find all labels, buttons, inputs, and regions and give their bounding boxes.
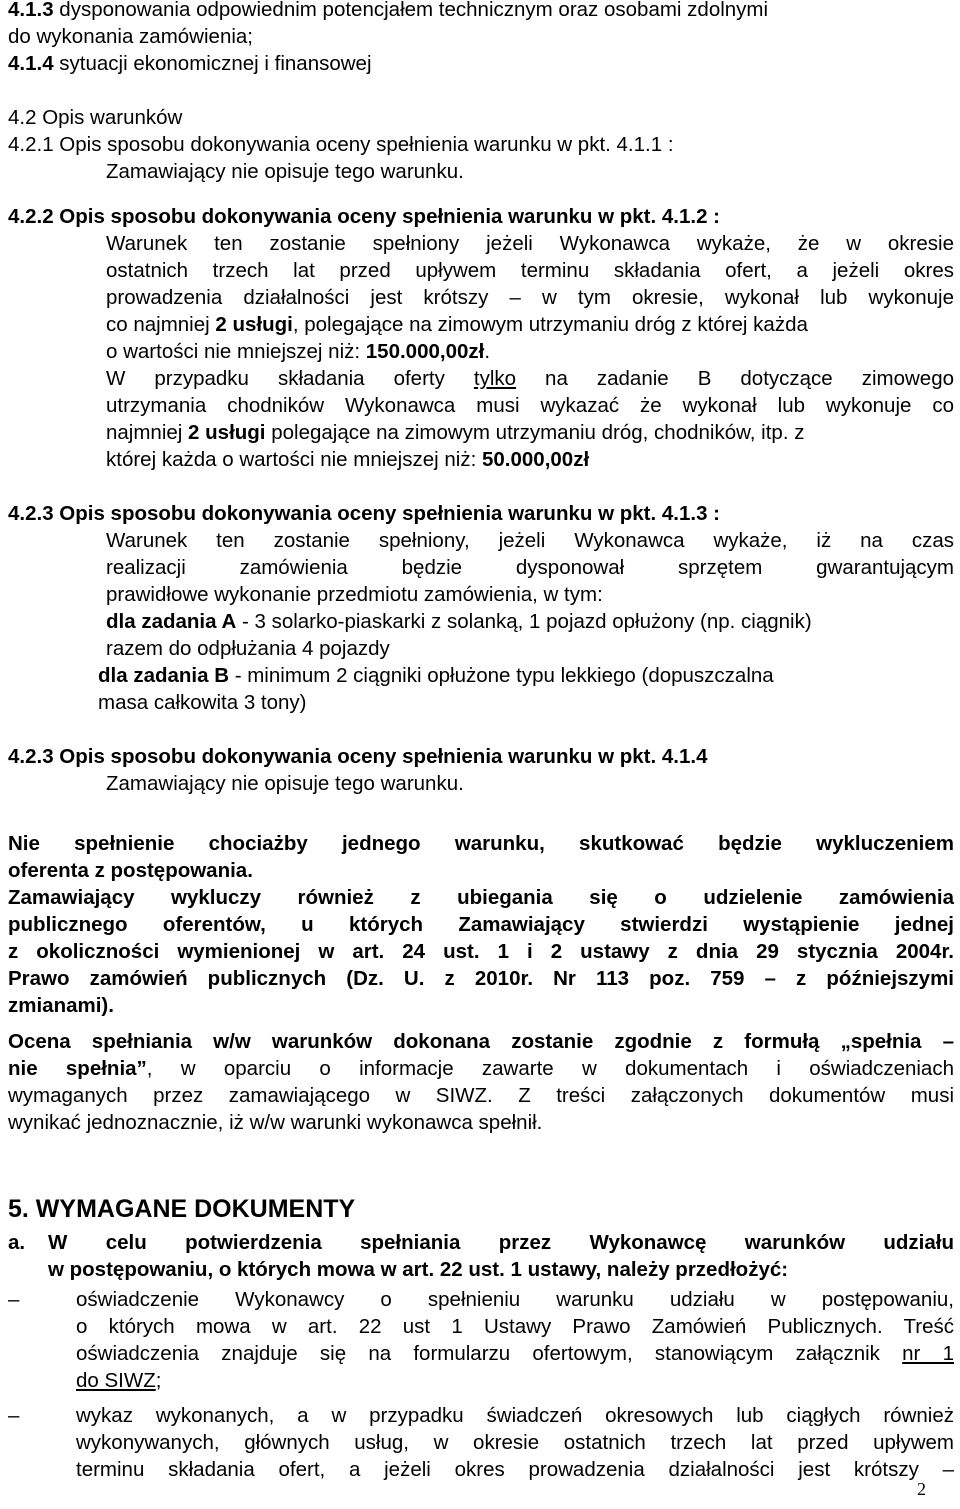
section-5-a-line: W celu potwierdzenia spełniania przez Wykonawcę warunków udziału [48,1231,954,1254]
body-4-2-3-line: Warunek ten zostanie spełniony, jeżeli Wykonawca wykaże, iż na czas [106,529,954,552]
list-dash: – [8,1404,20,1427]
list-item-2-line: wykonywanych, głównych usług, w okresie ostatnich trzech lat przed upływem [76,1431,954,1454]
point-4-1-3: 4.1.3 dysponowania odpowiednim potencjałem technicznym oraz osobami zdolnymi [8,0,769,21]
assessment-line: wynikać jednoznacznie, iż w/w warunki wykonawca spełnił. [8,1111,543,1134]
task-a-line: dla zadania A - 3 solarko-piaskarki z solanką, 1 pojazd opłużony (np. ciągnik) [106,610,812,633]
exclusion-line: zmianami). [8,994,114,1017]
list-item-1-line: oświadczenie Wykonawcy o spełnieniu warunku udziału w postępowaniu, [76,1288,954,1311]
task-a-line: razem do odpłużania 4 pojazdy [106,637,390,660]
section-5-a-marker: a. [8,1231,26,1254]
heading-4-2-4: 4.2.3 Opis sposobu dokonywania oceny spełnienia warunku w pkt. 4.1.4 [8,745,708,768]
exclusion-line: Nie spełnienie chociażby jednego warunku, skutkować będzie wykluczeniem [8,832,954,855]
point-4-1-4: 4.1.4 sytuacji ekonomicznej i finansowej [8,52,372,75]
exclusion-line: z okoliczności wymienionej w art. 24 ust. 1 i 2 ustawy z dnia 29 stycznia 2004r. [8,940,954,963]
point-4-1-3-cont: do wykonania zamówienia; [8,25,253,48]
exclusion-line: publicznego oferentów, u których Zamawiający stwierdzi wystąpienie jednej [8,913,954,936]
exclusion-line: oferenta z postępowania. [8,859,253,882]
heading-4-2-1: 4.2.1 Opis sposobu dokonywania oceny spełnienia warunku w pkt. 4.1.1 : [8,133,674,156]
heading-4-2: 4.2 Opis warunków [8,106,183,129]
body-4-2-2-line: o wartości nie mniejszej niż: 150.000,00zł. [106,340,491,363]
body-4-2-2-p2-line: której każda o wartości nie mniejszej niż: 50.000,00zł [106,448,590,471]
list-item-2-line: wykaz wykonanych, a w przypadku świadczeń okresowych lub ciągłych również [76,1404,954,1427]
assessment-line: wymaganych przez zamawiającego w SIWZ. Z treści załączonych dokumentów musi [8,1084,954,1107]
heading-4-2-3: 4.2.3 Opis sposobu dokonywania oceny spełnienia warunku w pkt. 4.1.3 : [8,502,720,525]
list-item-1-line: oświadczenia znajduje się na formularzu ofertowym, stanowiącym załącznik nr 1 [76,1342,954,1365]
body-4-2-3-line: prawidłowe wykonanie przedmiotu zamówienia, w tym: [106,583,603,606]
assessment-line: nie spełnia”, w oparciu o informacje zawarte w dokumentach i oświadczeniach [8,1057,954,1080]
body-4-2-2-line: ostatnich trzech lat przed upływem terminu składania ofert, a jeżeli okres [106,259,954,282]
page-number: 2 [917,1479,926,1499]
list-dash: – [8,1288,20,1311]
list-item-2-line: terminu składania ofert, a jeżeli okres prowadzenia działalności jest krótszy – [76,1458,954,1481]
heading-4-2-2: 4.2.2 Opis sposobu dokonywania oceny spełnienia warunku w pkt. 4.1.2 : [8,205,720,228]
body-4-2-4: Zamawiający nie opisuje tego warunku. [106,772,464,795]
body-4-2-3-line: realizacji zamówienia będzie dysponował sprzętem gwarantującym [106,556,954,579]
exclusion-line: Zamawiający wykluczy również z ubiegania się o udzielenie zamówienia [8,886,954,909]
body-4-2-2-p2-line: W przypadku składania oferty tylko na zadanie B dotyczące zimowego [106,367,954,390]
body-4-2-2-p2-line: najmniej 2 usługi polegające na zimowym utrzymaniu dróg, chodników, itp. z [106,421,805,444]
exclusion-line: Prawo zamówień publicznych (Dz. U. z 2010r. Nr 113 poz. 759 – z późniejszymi [8,967,954,990]
assessment-line: Ocena spełniania w/w warunków dokonana zostanie zgodnie z formułą „spełnia – [8,1030,954,1053]
body-4-2-1: Zamawiający nie opisuje tego warunku. [106,160,464,183]
section-5-a-line: w postępowaniu, o których mowa w art. 22 ust. 1 ustawy, należy przedłożyć: [48,1258,789,1281]
task-b-line: masa całkowita 3 tony) [98,691,307,714]
list-item-1-line: do SIWZ; [76,1369,162,1392]
list-item-1-line: o których mowa w art. 22 ust 1 Ustawy Prawo Zamówień Publicznych. Treść [76,1315,954,1338]
body-4-2-2-line: co najmniej 2 usługi, polegające na zimowym utrzymaniu dróg z której każda [106,313,808,336]
body-4-2-2-line: Warunek ten zostanie spełniony jeżeli Wykonawca wykaże, że w okresie [106,232,954,255]
section-5-title: 5. WYMAGANE DOKUMENTY [8,1195,356,1223]
body-4-2-2-p2-line: utrzymania chodników Wykonawca musi wykazać że wykonał lub wykonuje co [106,394,954,417]
body-4-2-2-line: prowadzenia działalności jest krótszy – w tym okresie, wykonał lub wykonuje [106,286,954,309]
task-b-line: dla zadania B - minimum 2 ciągniki opłużone typu lekkiego (dopuszczalna [98,664,774,687]
